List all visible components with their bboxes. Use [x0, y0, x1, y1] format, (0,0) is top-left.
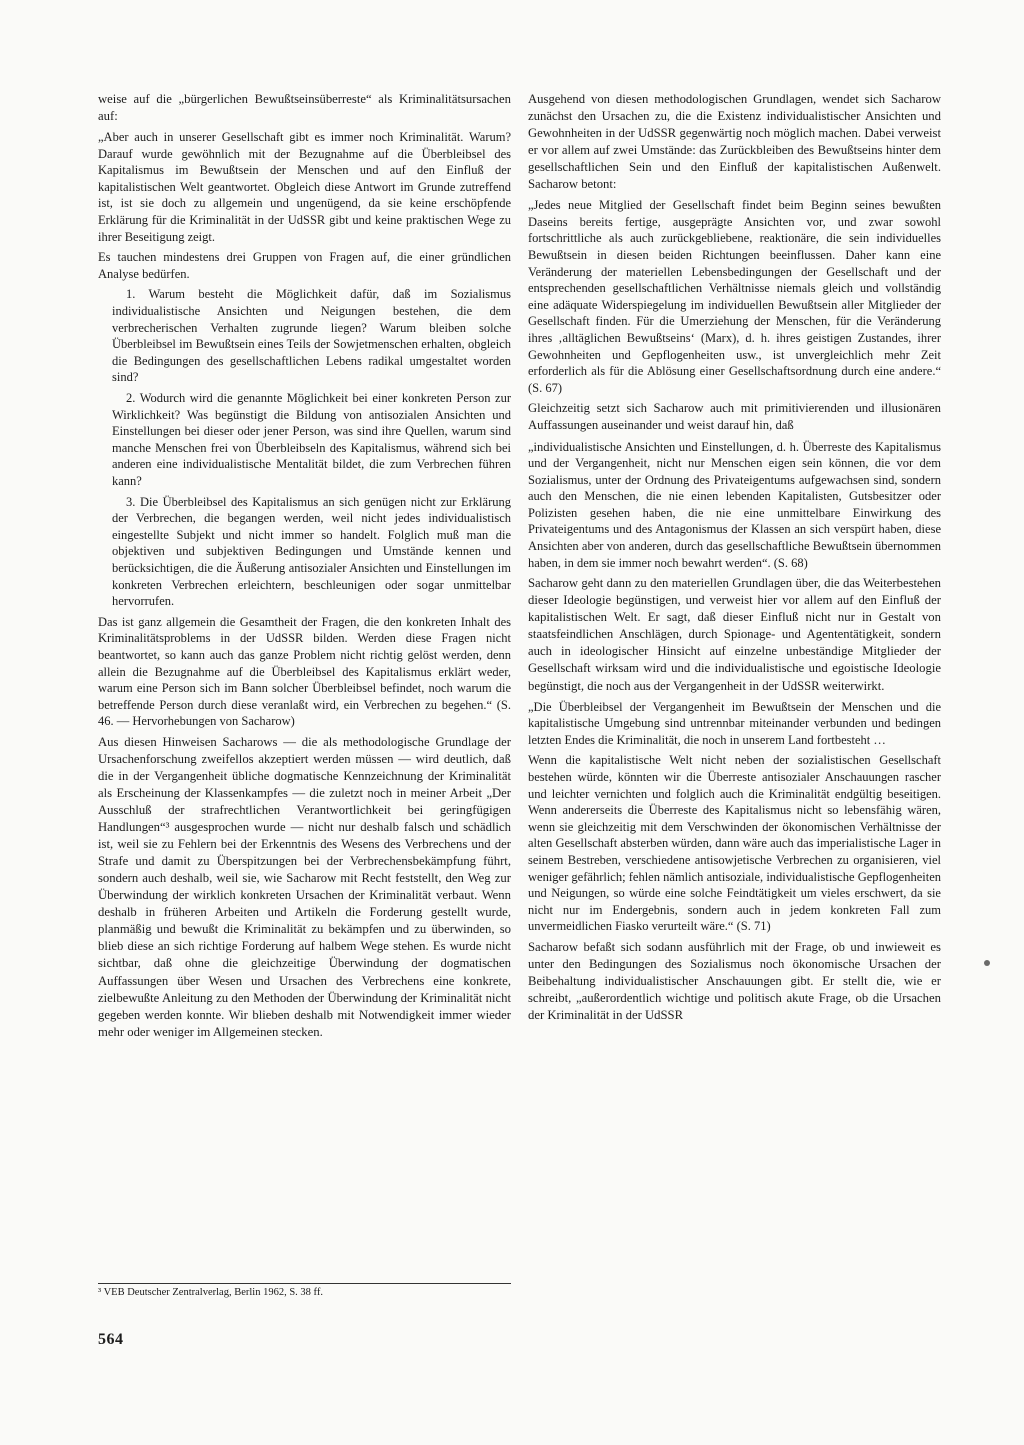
quote: „Aber auch in unserer Gesellschaft gibt es immer noch Kriminalität. Warum? Darauf wurde gewöhnlich mit der Bezugnahme auf die Überbleibsel des Kapitalismus im Bewußtsein der Menschen und auf den Einfluß der kapitalistischen Welt geantwortet. Obgleich diese Antwort im Grunde zutreffend ist, ist sie doch zu allgemein und ungenügend, da sie keine erschöpfende Erklärung für die Kriminalität in der UdSSR gibt und keine praktischen Wege zu ihrer Beseitigung zeigt.: [98, 130, 511, 244]
paragraph: Aus diesen Hinweisen Sacharows — die als methodologische Grundlage der Ursachenforschung zweifellos akzeptiert werden müssen — wird deutlich, daß die in der Vergangenheit übliche dogmatische Kennzeichnung der Kriminalität als Erscheinung der Klassenkampfes — die zuletzt noch in meiner Arbeit „Der Ausschluß der strafrechtlichen Verantwortlichkeit bei geringfügigen Handlungen“³ ausgesprochen wurde — nicht nur deshalb falsch und schädlich ist, weil sie zu Fehlern bei der Erkenntnis des Wesens des Verbrechens und der Strafe und damit zu Überspitzungen bei der Verbrechensbekämpfung führt, sondern auch deshalb, weil sie, wie Sacharow mit Recht feststellt, den Weg zur Überwindung der wirklich konkreten Ursachen der Kriminalität verbaut. Wenn deshalb in früheren Arbeiten und Artikeln die Forderung gestellt wurde, planmäßig und bewußt die Kriminalität zu bekämpfen und zu überwinden, so blieb diese an sich richtige Forderung auf halbem Wege stehen. Es wurde nicht sichtbar, daß ohne die gleichzeitige Überwindung der dogmatischen Auffassungen über Wesen und Ursachen des Verbrechens eine konkrete, zielbewußte Anleitung zu den Methoden der Überwindung der Kriminalität nicht gegeben werden konnte. Wir blieben deshalb mit Notwendigkeit immer wieder mehr oder weniger im Allgemeinen stecken.: [98, 734, 511, 1039]
quote: „Die Überbleibsel der Vergangenheit im Bewußtsein der Menschen und die kapitalistische Umgebung sind untrennbar miteinander verbunden und bedingen letzten Endes die Kriminalität, die noch in unserem Land fortbesteht …: [528, 699, 941, 747]
footnote: ³ VEB Deutscher Zentralverlag, Berlin 1962, S. 38 ff.: [98, 1283, 511, 1300]
quote: „individualistische Ansichten und Einstellungen, d. h. Überreste des Kapitalismus und der Vergangenheit, nicht nur Menschen eigen sein können, die vor dem Sozialismus, unter der Ordnung des Privateigentums aufgewachsen sind, sondern auch den Menschen, die nie einen lebenden Kapitalisten, Gutsbesitzer oder Polizisten gesehen haben, die nie eine unmittelbare Einwirkung des Privateigentums und des Antagonismus der Klassen an sich verspürt haben, diese Ansichten aber von anderen, durch das gesellschaftliche Bewußtsein übernommen haben, in dem sie immer noch bewahrt werden“. (S. 68): [528, 439, 941, 570]
quote-item: 2. Wodurch wird die genannte Möglichkeit bei einer konkreten Person zur Wirklichkeit? Was begünstigt die Bildung von antisozialen Ansichten und Einstellungen bei dieser oder jener Person, was sind ihre Quellen, warum sind manche Menschen frei von Überbleibseln des Kapitalismus, während sich bei anderen eine individualistische Mentalität bildet, die zum Verbrechen führen kann?: [112, 391, 511, 488]
right-column: [528, 91, 941, 1028]
quote: Wenn die kapitalistische Welt nicht neben der sozialistischen Gesellschaft bestehen würde, könnten wir die Überreste antisozialer Anschauungen rascher und leichter vernichten und folglich auch die Kriminalität endgültig beseitigen. Wenn andererseits die Überreste des Kapitalismus nicht so lebensfähig wären, wenn sie gleichzeitig mit dem Verschwinden der ökonomischen Verhältnisse der alten Gesellschaft absterben würden, dann wäre auch das imperialistische Lager in seinem Bestreben, verschiedene antisowjetische Verbrechen zu organisieren, viel weniger gefährlich; fehlen nämlich antisoziale, individualistische Gepflogenheiten und Neigungen, so würde eine solche Feindtätigkeit um vieles erschwert, da sie nicht nur im Endergebnis, sondern auch in jedem konkreten Fall zum unvermeidlichen Fiasko verurteilt wäre.“ (S. 71): [528, 753, 941, 934]
quote: „Jedes neue Mitglied der Gesellschaft findet beim Beginn seines bewußten Daseins bereits fertige, ausgeprägte Ansichten vor, und zwar sowohl fortschrittliche als auch zurückgebliebene, reaktionäre, die sein individuelles Bewußtsein in diesen beiden Richtungen beeinflussen. Daher kann eine Veränderung der materiellen Lebensbedingungen der Gesellschaft und der entsprechenden gesellschaftlichen Verhältnisse niemals gleich und vollständig eine adäquate Widerspiegelung im individuellen Bewußtsein aller Mitglieder der Gesellschaft finden. Für die Umerziehung der Menschen, für die Veränderung ihres ‚alltäglichen Bewußtseins‘ (Marx), d. h. ihres geistigen Zustandes, ihrer Gewohnheiten und Gepflogenheiten usw., ist unvergleichlich mehr Zeit erforderlich als für die Ablösung einer Gesellschaftsordnung durch eine andere.“ (S. 67): [528, 198, 941, 395]
quote: Es tauchen mindestens drei Gruppen von Fragen auf, die einer gründlichen Analyse bedürfen.: [98, 250, 511, 281]
quote-item: 3. Die Überbleibsel des Kapitalismus an sich genügen nicht zur Erklärung der Verbrechen, die begangen werden, weil nicht jedes individualistisch eingestellte Subjekt und nicht immer so handelt. Folglich muß man die objektiven und subjektiven Bedingungen und Umstände kennen und berücksichtigen, die die Äußerung antisozialer Ansichten und Einstellungen im konkreten Verbrechen erleichtern, beschleunigen oder sogar unmittelbar hervorrufen.: [112, 494, 511, 609]
left-column: [98, 91, 511, 1045]
paragraph: Gleichzeitig setzt sich Sacharow auch mit primitivierenden und illusionären Auffassungen auseinander und weist darauf hin, daß: [528, 401, 941, 433]
quote: Das ist ganz allgemein die Gesamtheit der Fragen, die den konkreten Inhalt des Kriminalitätsproblems in der UdSSR bilden. Werden diese Fragen nicht beantwortet, so kann auch das ganze Problem nicht richtig gelöst werden, denn allein die Bezugnahme auf die Überbleibsel des Kapitalismus erklärt weder, warum eine Person sich im Bann solcher Überbleibsel befindet, noch warum die betreffende Person durch diese veranlaßt wird, ein Verbrechen zu begehen.“ (S. 46. — Hervorhebungen von Sacharow): [98, 614, 511, 729]
paragraph: Sacharow geht dann zu den materiellen Grundlagen über, die das Weiterbestehen dieser Ideologie begünstigen, und verweist hier vor allem auf den Einfluß der kapitalistischen Welt. Er sagt, daß dieser Einfluß nicht nur in Gestalt von staatsfeindlichen Anschlägen, durch Spionage- und Agententätigkeit, sondern auch in ideologischer Hinsicht auf einzelne unbeständige Mitglieder der Gesellschaft wirksam wird und die individualistische und egoistische Ideologie begünstigt, die noch aus der Vergangenheit in der UdSSR weiterwirkt.: [528, 576, 941, 693]
quote-item: 1. Warum besteht die Möglichkeit dafür, daß im Sozialismus individualistische Ansichten und Neigungen bestehen, die dem verbrecherischen Verhalten zugrunde liegen? Warum bleiben solche Überbleibsel im Bewußtsein eines Teils der Sowjetmenschen erhalten, obgleich die Bedingungen des gesellschaftlichen Lebens radikal umgestaltet worden sind?: [112, 287, 511, 385]
ink-dot-icon: [984, 960, 990, 966]
paragraph: Sacharow befaßt sich sodann ausführlich mit der Frage, ob und inwieweit es unter den Bedingungen des Sozialismus noch ökonomische Ursachen der Beibehaltung individualistischer Anschauungen gibt. Er stellt die, wie er schreibt, „außerordentlich wichtige und politisch akute Frage, ob die Ursachen der Kriminalität in der UdSSR: [528, 939, 941, 1023]
paragraph: weise auf die „bürgerlichen Bewußtseinsüberreste“ als Kriminalitätsursachen auf:: [98, 92, 511, 124]
paragraph: Ausgehend von diesen methodologischen Grundlagen, wendet sich Sacharow zunächst den Ursachen zu, die die Existenz individualistischer Ansichten und Gewohnheiten in der UdSSR gegenwärtig noch möglich machen. Dabei verweist er vor allem auf zwei Umstände: das Zurückbleiben des Bewußtseins hinter dem gesellschaftlichen Sein und den Einfluß der kapitalistischen Außenwelt. Sacharow betont:: [528, 92, 941, 192]
page-number: 564: [98, 1331, 124, 1348]
